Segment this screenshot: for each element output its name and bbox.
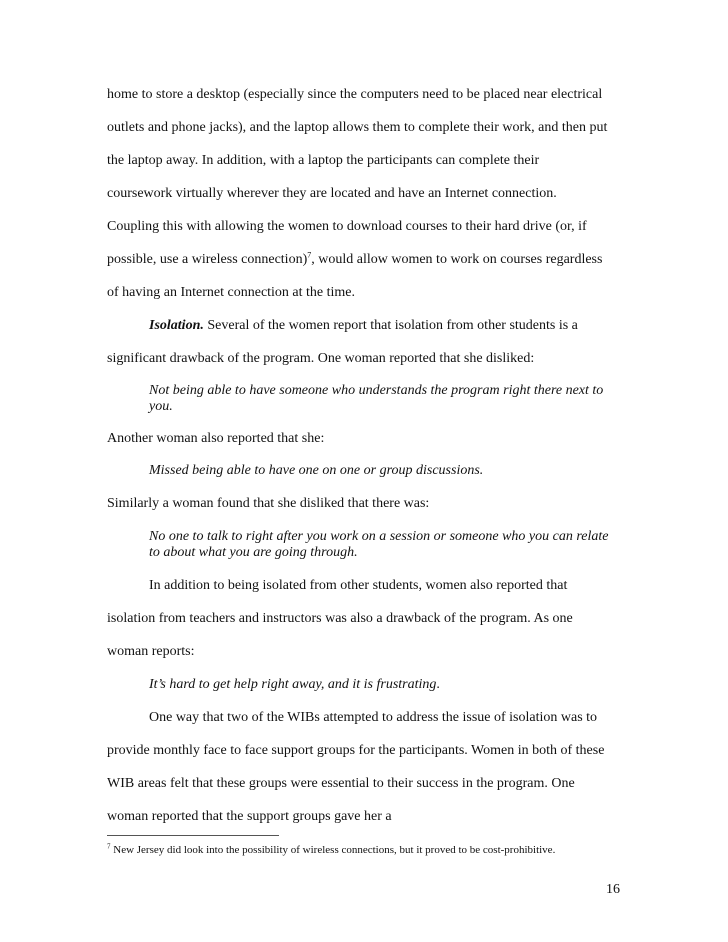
block-quote-line: you. xyxy=(149,399,173,414)
body-text: possible, use a wireless connection) xyxy=(107,252,308,267)
footnote-separator xyxy=(107,835,279,836)
body-line: isolation from teachers and instructors was also a drawback of the program. As one xyxy=(107,611,573,626)
footnote-text: New Jersey did look into the possibility of wireless connections, but it proved to be cost-prohibitive. xyxy=(110,844,556,856)
body-line-with-footnote-ref xyxy=(107,252,602,268)
page-number: 16 xyxy=(606,882,620,897)
footnote-mark: 7 xyxy=(107,842,111,851)
footnote-reference: 7 xyxy=(307,250,312,260)
body-line: significant drawback of the program. One woman reported that she disliked: xyxy=(107,351,535,366)
body-text: , would allow women to work on courses regardless xyxy=(311,252,603,267)
block-quote-line: No one to talk to right after you work on a session or someone who you can relate xyxy=(149,529,609,544)
quote-text: It’s hard to get help right away, and it is frustrating xyxy=(149,677,437,692)
body-line: One way that two of the WIBs attempted to address the issue of isolation was to xyxy=(149,710,598,725)
block-quote-line xyxy=(149,677,440,693)
block-quote-line: Not being able to have someone who understands the program right there next to xyxy=(149,383,604,398)
body-line: Another woman also reported that she: xyxy=(107,431,325,446)
section-heading-isolation: Isolation. xyxy=(149,318,204,333)
body-line: coursework virtually wherever they are located and have an Internet connection. xyxy=(107,186,557,201)
body-line: Similarly a woman found that she disliked that there was: xyxy=(107,496,430,511)
body-line: woman reports: xyxy=(107,644,195,659)
body-line: the laptop away. In addition, with a laptop the participants can complete their xyxy=(107,153,540,168)
body-line: Coupling this with allowing the women to download courses to their hard drive (or, if xyxy=(107,219,587,234)
footnote xyxy=(107,843,555,857)
body-line: In addition to being isolated from other students, women also reported that xyxy=(149,578,568,593)
body-line: of having an Internet connection at the time. xyxy=(107,285,356,300)
quote-period: . xyxy=(436,677,440,692)
body-text: Several of the women report that isolation from other students is a xyxy=(203,318,578,333)
body-line: woman reported that the support groups gave her a xyxy=(107,809,392,824)
body-line: outlets and phone jacks), and the laptop allows them to complete their work, and then put xyxy=(107,120,608,135)
body-line: WIB areas felt that these groups were essential to their success in the program. One xyxy=(107,776,575,791)
body-line: provide monthly face to face support groups for the participants. Women in both of these xyxy=(107,743,605,758)
block-quote-line: to about what you are going through. xyxy=(149,545,358,560)
block-quote-line: Missed being able to have one on one or group discussions. xyxy=(149,463,484,478)
body-line: home to store a desktop (especially since the computers need to be placed near electrical xyxy=(107,87,603,102)
isolation-paragraph-start xyxy=(149,318,578,334)
